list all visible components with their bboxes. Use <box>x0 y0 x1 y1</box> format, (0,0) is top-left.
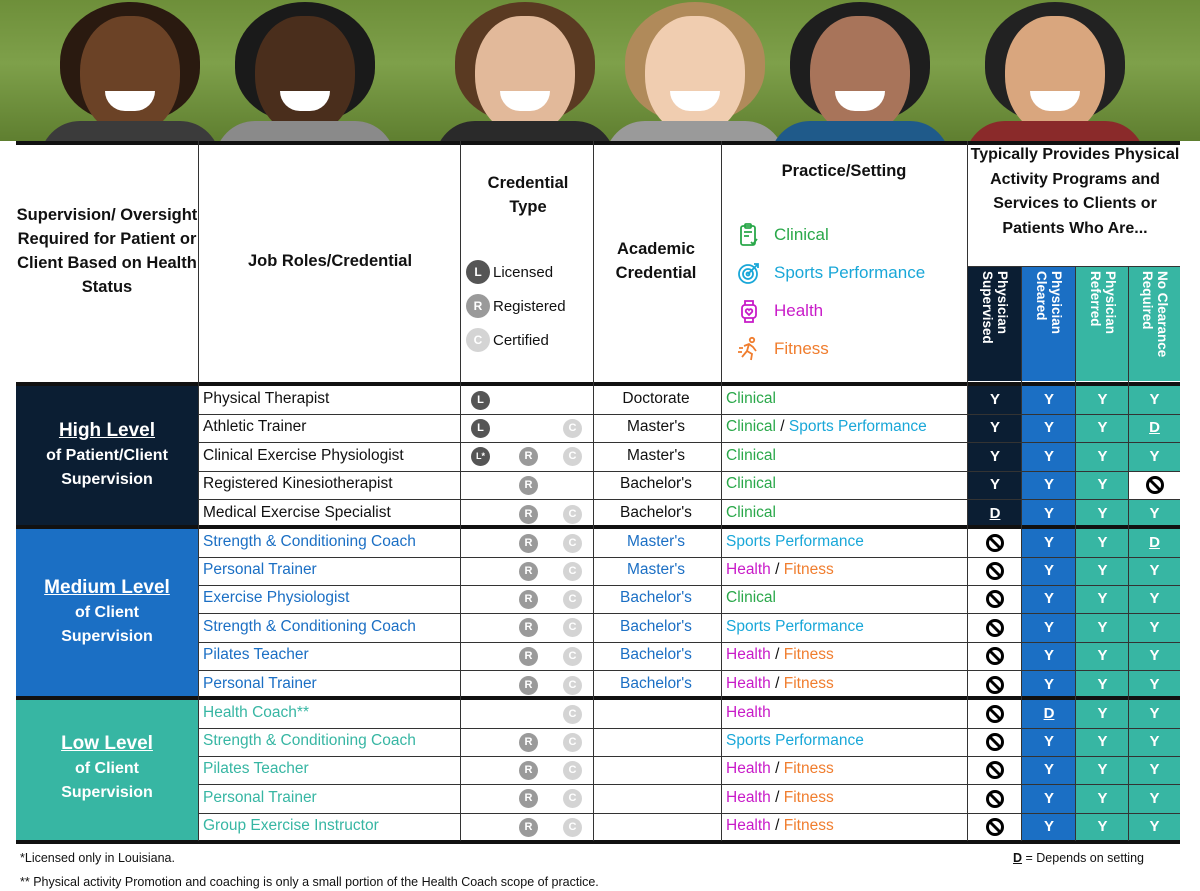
practice-clinical: Clinical <box>726 418 776 435</box>
practice-separator: / <box>770 646 784 663</box>
row-divider <box>198 557 1180 558</box>
row-divider <box>198 442 1180 443</box>
practice-legend-label: Fitness <box>774 339 829 358</box>
level-title: Medium Level <box>44 576 170 598</box>
credential-legend-label: Registered <box>493 297 566 315</box>
prohibited-icon <box>985 760 1005 780</box>
credential-badge-r: R <box>519 647 538 666</box>
practice-health: Health <box>726 760 771 777</box>
smartwatch-heart-icon <box>736 298 762 324</box>
credential-badge-l: L* <box>471 447 490 466</box>
prohibited-icon <box>985 533 1005 553</box>
person-shirt <box>215 121 395 141</box>
credential-badge-c: C <box>563 789 582 808</box>
credential-badge-c: C <box>466 328 490 352</box>
header-bottom-border <box>16 382 1180 386</box>
job-role: Group Exercise Instructor <box>203 817 379 834</box>
column-header-label: Physician Cleared <box>1034 271 1064 335</box>
practice-sports-performance: Sports Performance <box>726 732 864 749</box>
mark-yes: Y <box>1097 789 1108 807</box>
mark-yes: Y <box>1149 789 1160 807</box>
practice-health: Health <box>726 704 771 721</box>
academic-credential: Bachelor's <box>620 646 692 663</box>
practice-setting <box>726 589 776 607</box>
practice-clinical: Clinical <box>726 390 776 407</box>
academic-credential: Bachelor's <box>620 504 692 521</box>
person-face <box>80 16 180 136</box>
credential-badge-c: C <box>563 676 582 695</box>
table-bottom-border <box>16 840 1180 844</box>
credential-badge-r: R <box>519 761 538 780</box>
credential-badge-r: R <box>519 476 538 495</box>
credential-badge-r: R <box>519 447 538 466</box>
level-band-high-level <box>16 386 198 529</box>
column-header-label: Physician Referred <box>1087 271 1118 335</box>
depends-legend <box>1013 851 1144 865</box>
mark-yes: Y <box>1149 447 1160 465</box>
mark-yes: Y <box>1097 647 1108 664</box>
credential-table <box>16 141 1180 843</box>
mark-yes: Y <box>1149 733 1160 750</box>
credential-badge-l: L <box>471 419 490 438</box>
practice-separator: / <box>770 760 784 777</box>
prohibited-icon <box>985 561 1005 581</box>
credential-badge-r: R <box>519 618 538 637</box>
credential-legend-licensed <box>466 260 553 284</box>
footnote-licensed: *Licensed only in Louisiana. <box>20 851 175 865</box>
person-face <box>1005 16 1105 136</box>
mark-column-divider <box>1021 267 1022 841</box>
practice-legend-label: Health <box>774 301 824 320</box>
practice-setting <box>726 447 776 465</box>
row-divider <box>198 471 1180 472</box>
mark-yes: Y <box>1043 505 1054 522</box>
mark-yes: Y <box>1043 562 1054 579</box>
job-role: Pilates Teacher <box>203 646 309 663</box>
mark-yes: Y <box>1043 447 1054 465</box>
person-shirt <box>435 121 615 141</box>
mark-yes: Y <box>1043 534 1054 551</box>
prohibited-icon <box>985 646 1005 666</box>
mark-yes: Y <box>1097 419 1108 436</box>
mark-yes: Y <box>989 476 1000 493</box>
credential-badge-r: R <box>519 733 538 752</box>
mark-yes: Y <box>1149 818 1160 835</box>
person-shirt <box>965 121 1145 141</box>
practice-fitness: Fitness <box>783 788 834 806</box>
mark-yes: Y <box>1149 647 1160 664</box>
practice-setting <box>726 704 771 722</box>
mark-yes: Y <box>1149 590 1160 607</box>
job-role: Strength & Conditioning Coach <box>203 617 416 635</box>
depends-mark: D <box>1013 851 1023 865</box>
mark-depends: D <box>1043 705 1055 722</box>
job-role: Personal Trainer <box>203 675 317 692</box>
credential-legend-registered <box>466 294 566 318</box>
mark-yes: Y <box>1043 676 1054 693</box>
practice-fitness: Fitness <box>783 675 834 692</box>
mark-column-divider <box>1128 267 1129 841</box>
practice-separator: / <box>770 561 784 578</box>
job-role: Pilates Teacher <box>203 760 309 777</box>
credential-badge-r: R <box>519 590 538 609</box>
academic-credential: Master's <box>626 446 686 464</box>
level-band-low-level <box>16 700 198 841</box>
practice-health: Health <box>726 561 771 578</box>
practice-setting <box>726 475 776 493</box>
practice-legend-sports-performance <box>736 260 925 286</box>
mark-yes: Y <box>1097 818 1108 835</box>
level-title: Low Level <box>61 732 153 754</box>
academic-credential: Master's <box>626 418 686 435</box>
job-role: Athletic Trainer <box>203 418 307 435</box>
mark-yes: Y <box>1043 733 1054 750</box>
practice-setting <box>726 732 864 750</box>
credential-badge-r: R <box>519 789 538 808</box>
credential-badge-r: R <box>519 676 538 695</box>
column-header-label: Physician Supervised <box>980 271 1010 344</box>
credential-badge-r: R <box>519 534 538 553</box>
footnote-health-coach: ** Physical activity Promotion and coaching is only a small portion of the Health Coach scope of practice. <box>20 875 599 889</box>
row-divider <box>198 784 1180 785</box>
practice-sports-performance: Sports Performance <box>788 418 927 435</box>
practice-legend-label: Sports Performance <box>774 263 926 282</box>
mark-yes: Y <box>1149 562 1160 579</box>
job-roles-header: Job Roles/Credential <box>247 252 413 270</box>
person-face <box>255 16 355 136</box>
mark-yes: Y <box>1149 618 1160 636</box>
mark-depends: D <box>1149 419 1160 436</box>
practice-setting <box>726 533 864 551</box>
prohibited-icon <box>985 589 1005 609</box>
practice-setting <box>726 390 776 408</box>
mark-yes: Y <box>1097 447 1108 465</box>
credential-badge-c: C <box>563 705 582 724</box>
academic-credential: Master's <box>626 561 686 578</box>
level-subtitle: of Client Supervision <box>61 759 153 801</box>
running-person-icon <box>736 336 762 362</box>
job-role: Registered Kinesiotherapist <box>203 475 393 492</box>
mark-column-divider <box>1075 267 1076 841</box>
level-title: High Level <box>58 419 156 441</box>
practice-setting <box>726 504 776 522</box>
mark-yes: Y <box>1149 391 1160 408</box>
row-divider <box>198 499 1180 500</box>
mark-depends: D <box>1149 534 1160 551</box>
credential-badge-r: R <box>519 818 538 837</box>
column-header-label: No Clearance Required <box>1139 271 1170 358</box>
mark-yes: Y <box>1043 590 1054 607</box>
credential-badge-c: C <box>563 447 582 466</box>
mark-yes: Y <box>1097 534 1108 551</box>
practice-legend-clinical <box>736 222 829 248</box>
credential-badge-c: C <box>563 534 582 553</box>
practice-health: Health <box>726 817 771 834</box>
row-divider <box>198 613 1180 614</box>
row-divider <box>198 642 1180 643</box>
credential-badge-c: C <box>563 733 582 752</box>
credential-badge-r: R <box>519 505 538 524</box>
row-divider <box>198 414 1180 415</box>
mark-yes: Y <box>1149 761 1160 778</box>
prohibited-icon <box>985 704 1005 724</box>
practice-setting <box>726 561 834 579</box>
mark-yes: Y <box>1149 676 1160 693</box>
practice-clinical: Clinical <box>726 504 776 521</box>
practice-separator: / <box>770 675 784 692</box>
credential-legend-label: Licensed <box>493 263 554 281</box>
practice-separator: / <box>770 788 784 806</box>
level-subtitle: of Patient/Client Supervision <box>46 446 168 488</box>
job-role: Clinical Exercise Physiologist <box>203 446 404 464</box>
academic-credential: Bachelor's <box>620 675 692 692</box>
person-shirt <box>40 121 220 141</box>
practice-legend-fitness <box>736 336 829 362</box>
column-header-physician-supervised <box>968 267 1022 381</box>
mark-yes: Y <box>1097 391 1108 408</box>
mark-yes: Y <box>1097 590 1108 607</box>
level-band-medium-level <box>16 529 198 700</box>
column-divider <box>460 141 461 841</box>
mark-yes: Y <box>1097 733 1108 750</box>
practice-health: Health <box>726 646 771 663</box>
prohibited-icon <box>985 732 1005 752</box>
credential-badge-c: C <box>563 590 582 609</box>
person-face <box>810 16 910 136</box>
practice-fitness: Fitness <box>783 646 834 663</box>
mark-yes: Y <box>1043 476 1054 493</box>
credential-type-header: Credential Type <box>487 174 569 216</box>
mark-yes: Y <box>1043 647 1054 664</box>
mark-yes: Y <box>989 419 1000 436</box>
credential-badge-c: C <box>563 647 582 666</box>
practice-setting <box>726 618 864 636</box>
practice-clinical: Clinical <box>726 475 776 492</box>
mark-yes: Y <box>1097 505 1108 522</box>
row-divider <box>198 813 1180 814</box>
job-role: Health Coach** <box>203 704 309 721</box>
row-divider <box>198 756 1180 757</box>
depends-text: = Depends on setting <box>1022 851 1144 865</box>
practice-legend-health <box>736 298 823 324</box>
mark-yes: Y <box>1097 676 1108 693</box>
mark-yes: Y <box>1097 618 1108 636</box>
credential-badge-c: C <box>563 562 582 581</box>
credential-badge-c: C <box>563 618 582 637</box>
practice-fitness: Fitness <box>783 760 834 777</box>
practice-health: Health <box>726 675 771 692</box>
mark-yes: Y <box>1043 419 1054 436</box>
mark-yes: Y <box>1149 505 1160 522</box>
practice-health: Health <box>726 788 771 806</box>
practice-separator: / <box>770 817 784 834</box>
practice-clinical: Clinical <box>726 446 776 464</box>
level-divider-high-medium <box>16 525 1180 529</box>
practice-sports-performance: Sports Performance <box>726 533 864 550</box>
row-divider <box>198 728 1180 729</box>
practice-setting <box>726 675 834 693</box>
practice-setting <box>726 760 834 778</box>
credential-badge-r: R <box>519 562 538 581</box>
prohibited-icon <box>985 789 1005 809</box>
mark-yes: Y <box>1043 391 1054 408</box>
mark-yes: Y <box>1097 705 1108 722</box>
practice-legend-label: Clinical <box>774 225 829 244</box>
job-role: Personal Trainer <box>203 561 317 578</box>
clipboard-check-icon <box>736 222 762 248</box>
job-role: Physical Therapist <box>203 390 330 407</box>
column-divider <box>967 141 968 841</box>
mark-yes: Y <box>1097 761 1108 778</box>
credential-legend-certified <box>466 328 549 352</box>
academic-credential: Master's <box>626 533 686 550</box>
column-divider <box>721 141 722 841</box>
academic-credential: Bachelor's <box>620 589 692 606</box>
person-face <box>645 16 745 136</box>
practice-sports-performance: Sports Performance <box>726 617 864 635</box>
typically-provides-header: Typically Provides Physical Activity Programs and Services to Clients or Patients Who Are... <box>970 146 1180 237</box>
academic-credential: Doctorate <box>622 390 690 407</box>
credential-badge-r: R <box>466 294 490 318</box>
prohibited-icon <box>985 618 1005 638</box>
person-shirt <box>605 121 785 141</box>
practice-fitness: Fitness <box>783 561 834 578</box>
column-header-physician-referred <box>1076 267 1129 381</box>
job-role: Medical Exercise Specialist <box>203 504 391 521</box>
job-role: Exercise Physiologist <box>203 589 350 606</box>
academic-credential: Bachelor's <box>620 475 692 492</box>
credential-badge-l: L <box>466 260 490 284</box>
column-divider <box>593 141 594 841</box>
academic-credential: Bachelor's <box>620 617 692 635</box>
mark-yes: Y <box>1149 705 1160 722</box>
academic-header: Academic Credential <box>615 240 697 282</box>
practice-clinical: Clinical <box>726 589 776 606</box>
practice-setting <box>726 418 927 436</box>
job-role: Strength & Conditioning Coach <box>203 533 416 550</box>
level-divider-medium-low <box>16 696 1180 700</box>
credential-badge-c: C <box>563 818 582 837</box>
mark-depends: D <box>989 505 1001 522</box>
table-top-border <box>16 141 1180 145</box>
supervision-header: Supervision/ Oversight Required for Patient or Client Based on Health Status <box>16 206 198 296</box>
practice-separator: / <box>775 418 789 435</box>
credential-legend-label: Certified <box>493 331 549 349</box>
credential-badge-c: C <box>563 505 582 524</box>
mark-yes: Y <box>1043 818 1054 835</box>
column-header-no-clearance-required <box>1129 267 1180 381</box>
job-role: Strength & Conditioning Coach <box>203 732 416 749</box>
job-role: Personal Trainer <box>203 788 317 806</box>
column-divider <box>198 141 199 841</box>
practice-setting <box>726 646 834 664</box>
person-face <box>475 16 575 136</box>
prohibited-icon <box>1145 475 1165 495</box>
credential-badge-c: C <box>563 419 582 438</box>
practice-header: Practice/Setting <box>781 162 907 180</box>
target-icon <box>736 260 762 286</box>
mark-yes: Y <box>1097 562 1108 579</box>
prohibited-icon <box>985 817 1005 837</box>
mark-yes: Y <box>1043 618 1054 636</box>
row-divider <box>198 670 1180 671</box>
prohibited-icon <box>985 675 1005 695</box>
credential-badge-l: L <box>471 391 490 410</box>
person-shirt <box>770 121 950 141</box>
mark-yes: Y <box>989 447 1000 465</box>
practice-fitness: Fitness <box>783 817 834 834</box>
group-photo-banner <box>0 0 1200 141</box>
practice-setting <box>726 789 834 807</box>
mark-yes: Y <box>1097 476 1108 493</box>
level-subtitle: of Client Supervision <box>61 603 153 645</box>
mark-yes: Y <box>989 391 1000 408</box>
mark-yes: Y <box>1043 761 1054 778</box>
credential-badge-c: C <box>563 761 582 780</box>
typically-subheader-line <box>968 266 1180 267</box>
row-divider <box>198 585 1180 586</box>
mark-yes: Y <box>1043 789 1054 807</box>
column-header-physician-cleared <box>1022 267 1076 381</box>
practice-setting <box>726 817 834 835</box>
